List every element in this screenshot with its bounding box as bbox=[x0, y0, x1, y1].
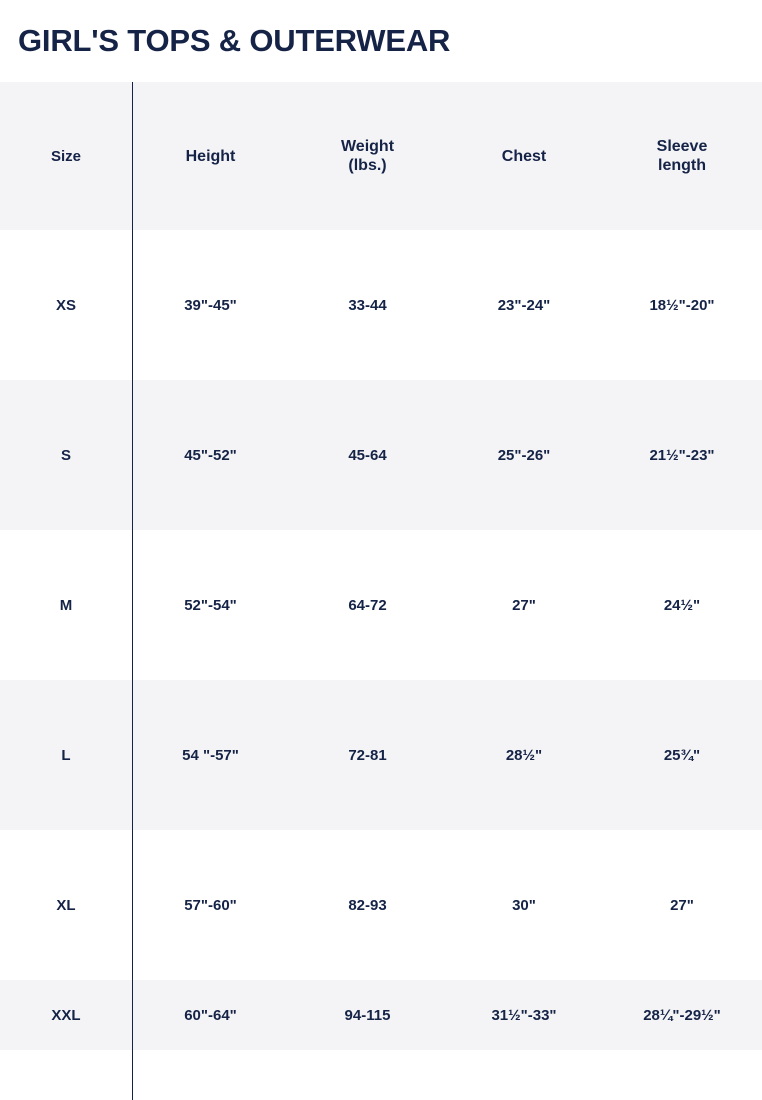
column-header-weight-line1: Weight bbox=[340, 138, 395, 155]
cell-chest: 30" bbox=[446, 830, 602, 980]
size-chart-table bbox=[0, 82, 762, 1050]
cell-size: L bbox=[0, 680, 132, 830]
table-header bbox=[0, 82, 762, 230]
table-row bbox=[0, 830, 762, 980]
cell-size: XXL bbox=[0, 980, 132, 1050]
table-row bbox=[0, 980, 762, 1050]
cell-sleeve: 28¼"-29½" bbox=[602, 980, 762, 1050]
page-title: GIRL'S TOPS & OUTERWEAR bbox=[18, 23, 451, 58]
cell-height: 52"-54" bbox=[132, 530, 289, 680]
cell-chest: 25"-26" bbox=[446, 380, 602, 530]
cell-height: 60"-64" bbox=[132, 980, 289, 1050]
cell-size: S bbox=[0, 380, 132, 530]
cell-sleeve: 27" bbox=[602, 830, 762, 980]
table-body bbox=[0, 230, 762, 1050]
cell-chest: 23"-24" bbox=[446, 230, 602, 380]
table-row bbox=[0, 380, 762, 530]
cell-weight: 82-93 bbox=[289, 830, 446, 980]
column-header-sleeve-line1: Sleeve bbox=[656, 138, 708, 155]
cell-height: 54 "-57" bbox=[132, 680, 289, 830]
column-header-height-line1: Height bbox=[185, 147, 236, 165]
cell-sleeve: 18½"-20" bbox=[602, 230, 762, 380]
cell-height: 57"-60" bbox=[132, 830, 289, 980]
column-header-height bbox=[132, 82, 289, 230]
table-header-row bbox=[0, 82, 762, 230]
cell-weight: 33-44 bbox=[289, 230, 446, 380]
cell-sleeve: 24½" bbox=[602, 530, 762, 680]
cell-height: 39"-45" bbox=[132, 230, 289, 380]
cell-chest: 31½"-33" bbox=[446, 980, 602, 1050]
column-divider bbox=[132, 82, 133, 1100]
table-row bbox=[0, 680, 762, 830]
column-header-chest-line1: Chest bbox=[501, 147, 547, 165]
cell-size: M bbox=[0, 530, 132, 680]
column-header-sleeve-line2: length bbox=[658, 157, 706, 174]
cell-weight: 72-81 bbox=[289, 680, 446, 830]
column-header-weight-line2: (lbs.) bbox=[348, 157, 387, 174]
cell-weight: 64-72 bbox=[289, 530, 446, 680]
cell-height: 45"-52" bbox=[132, 380, 289, 530]
column-header-size-line1: Size bbox=[50, 147, 81, 165]
table-row bbox=[0, 230, 762, 380]
cell-chest: 28½" bbox=[446, 680, 602, 830]
cell-weight: 45-64 bbox=[289, 380, 446, 530]
cell-chest: 27" bbox=[446, 530, 602, 680]
cell-weight: 94-115 bbox=[289, 980, 446, 1050]
table-row bbox=[0, 530, 762, 680]
column-header-size bbox=[0, 82, 132, 230]
cell-sleeve: 21½"-23" bbox=[602, 380, 762, 530]
column-header-sleeve-length bbox=[602, 82, 762, 230]
column-header-chest bbox=[446, 82, 602, 230]
cell-size: XS bbox=[0, 230, 132, 380]
cell-sleeve: 25¾" bbox=[602, 680, 762, 830]
column-header-weight bbox=[289, 82, 446, 230]
cell-size: XL bbox=[0, 830, 132, 980]
